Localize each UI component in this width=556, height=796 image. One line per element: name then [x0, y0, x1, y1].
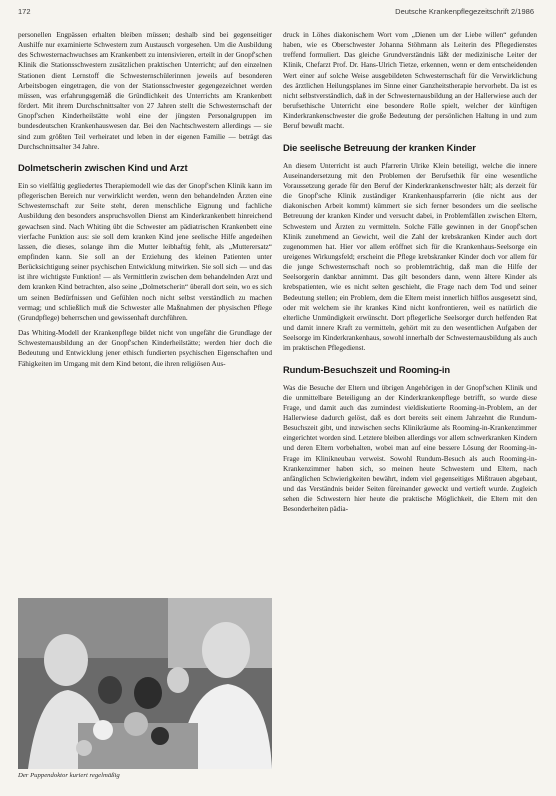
left-paragraph-2: Ein so vielfältig gegliedertes Therapiemodell wie das der Gnopf'schen Klinik kann im pflegerischen Bereich nur verwirklicht werden, wenn den behandelnden Ärzten eine Schwesternschaft zur Seite steht, deren menschliche Eignung und fachliche Ausbildung den besonders anspruchsvollen Dienst am Kinderkrankenbett hinreichend gewachsen sind. Nach Whiting übt die Schwester am pädiatrischen Krankenbett eine vierfache Funktion aus: sie soll dem kranken Kind jene seelische Hilfe angedeihen lassen, die dieses, solange ihm die Mutter leibhaftig fehlt, als „Mutterersatz“ empfinden kann. Sie soll an der Erziehung des kleinen Patienten unter Berücksichtigung seiner psychischen Entwicklung mitwirken. Sie soll sich — und das ist ihre wichtigste Funktion! — als Vermittlerin zwischen dem behandelnden Arzt und dem kranken Kind betrachten, also seine „Dolmetscherin“ überall dort sein, wo es sich um seinen Bedürfnissen und Gefühlen noch nicht selbst verständlich zu machen vermag; und schließlich muß die Schwester alle Maßnahmen der physischen Pflege (Grundpflege) beherrschen und gewissenhaft durchführen.	[18, 181, 272, 322]
photo-caption: Der Puppendoktor kuriert regelmäßig	[18, 772, 120, 779]
photo-puppet-doctor	[18, 598, 272, 769]
left-column	[18, 30, 272, 374]
right-paragraph-3: Was die Besuche der Eltern und übrigen Angehörigen in der Gnopf'schen Klinik und die unmittelbare Beteiligung an der Kinderkrankenpflege betrifft, so wurde diese Frage, und damit auch das zumindest vieldiskutierte Rooming-in-Problem, an der Hallerwiese dadurch gelöst, daß es dort bereits seit einem Jahrzehnt die Rundum-Besuchszeit gibt, und inzwischen sechs Klinikräume als Rooming-in-Krankenzimmer eingerichtet worden sind. Letztere bleiben allerdings vor allem schwerkranken Kindern und deren Eltern vorbehalten, wobei man auf eine bessere Lösung der Rooming-in-Frage im Klinikneubau verweist. Sowohl Rundum-Besuch als auch Rooming-in-Krankenzimmer haben sich, so meinen heute Schwestern und Eltern, nach anfänglichen Schwierigkeiten bewährt, indem viel gegenseitiges Mißtrauen abgebaut, und das Verständnis beider Seiten füreinander geweckt und vertieft wurde. Zugleich sehen die Schwestern hier heute die praktische Möglichkeit, die Eltern mit den Besonderheiten pädia-	[283, 383, 537, 514]
journal-title: Deutsche Krankenpflegezeitschrift 2/1986	[395, 7, 534, 16]
right-paragraph-2: An diesem Unterricht ist auch Pfarrerin Ulrike Klein beteiligt, welche die innere Auseinandersetzung mit den Problemen der Berufsethik für eine wesentliche Voraussetzung gerade für den Beruf der Kinderkrankenschwester hält; als derzeit für die Gnopf'sche Klinik zuständiger Krankenhauspfarrerin (die nicht aus der diakonischen Arbeit kommt) kümmert sie sich ferner besonders um die seelische Betreuung der kranken Kinder und versucht dabei, in Problemfällen zwischen Eltern, Schwestern und Ärzten zu vermitteln. Solche Fälle gewinnen in der Gnopf'schen Klinik zunehmend an Gewicht, weil die Zahl der krebskranken Kinder auch dort zugenommen hat. Hier vor allem eröffnet sich für die Krankenhaus-Seelsorge ein ureigenes Wirkungsfeld; erscheint die Pflege krebskranker Kinder doch vor allem für die junge Schwesternschaft noch so problemträchtig, daß man die Hilfe der Seelsorgerin dankbar annimmt. Das gilt besonders dann, wenn ältere Kinder als krebspatienten, wie es nicht selten geschieht, die Frage nach dem Tod und seiner Bedeutung stellen; ein Problem, dem die Eltern meist innerlich hilflos ausgesetzt sind, oder mit welchem sie ihr krankes Kind nicht konfrontieren, weil es natürlich die elterliche Unmündigkeit erwünscht. Dort pflegerliche Seelsorger durch helfenden Rat und damit innere Kraft zu vermitteln, gehört mit zu den wesentlichen Aufgaben der Seelsorge im Kinderkrankenhaus, sowohl innerhalb der Schwesternausbildung als auch im praktischen Pflegedienst.	[283, 161, 537, 353]
section-heading-seelische-betreuung: Die seelische Betreuung der kranken Kinder	[283, 141, 476, 153]
section-heading-rooming-in: Rundum-Besuchszeit und Rooming-in	[283, 363, 451, 375]
page-number: 172	[18, 7, 31, 16]
page-header	[18, 7, 534, 19]
left-paragraph-1: personellen Engpässen erhalten bleiben müssen; deshalb sind bei gegenseitiger Aushilfe nur examinierte Schwestern zum Austausch vorgesehen. Um die Ausbildung des Schwesternachwuchses am Krankenbett zu intensivieren, erteilt in der Gnopf'schen Klinik die Stationsschwestern zusätzlichen praktischen Unterricht; auf den einzelnen Stationen dient Lernstoff die Schwesternschülerinnen jeweils auf besonderen Arbeitsbogen eingetragen, die von der Stationsschwester gegengezeichnet werden müssen, was erfahrungsgemäß die Gründlichkeit des Unterrichts am Krankenbett fördert. Mit ihrem Durchschnittsalter von 27 Jahren stellt die Schwesternschaft der Gnopf'schen Kinderheilstätte wohl eine der jüngsten Personalgruppen im bundesdeutschen Krankenhauswesen dar. Bei den Nachtschwestern allerdings — sie sind zum größten Teil verheiratet und leben in der eigenen Familie — beträgt das Durchschnittsalter 34 Jahre.	[18, 31, 272, 151]
right-column	[283, 30, 537, 520]
section-heading-dolmetscherin: Dolmetscherin zwischen Kind und Arzt	[18, 161, 188, 173]
photo-image	[18, 598, 272, 769]
left-paragraph-3: Das Whiting-Modell der Krankenpflege bildet nicht von ungefähr die Grundlage der Schwesternausbildung an der Gnopf'schen Kinderheilstätte; werden hier doch die Bedeutung und Entwicklung jener ethisch fundierten psychischen Eigenschaften und Fähigkeiten im Umgang mit dem Kind betont, die ihren religiösen Aus-	[18, 329, 272, 368]
right-paragraph-1: druck in Löhes diakonischem Wort vom „Dienen um der Liebe willen“ gefunden haben, wie es Oberschwester Johanna Stöhmann als Leiterin des Pflegedienstes treffend formuliert. Das gleiche Grundverständnis läßt der medizinische Leiter der Klinik, Chefarzt Prof. Dr. Hans-Ulrich Tietze, erkennen, wenn er dem entscheidenden Wert einer auf solche Weise ausgebildeten Schwesternschaft für die Verwirklichung des ärztlichen Heilungsplanes im Sinne einer Ganzheitstherapie hervorhebt. Da ist es nicht selbstverständlich, daß in der Schwesternausbildung an der Hallerwiese auch der berufsethische Unterricht eine besondere Rolle spielt, welcher der künftigen Kinderkrankenschwester die große Bedeutung der persönlichen Haltung in und zum Beruf bewußt macht.	[283, 31, 537, 131]
